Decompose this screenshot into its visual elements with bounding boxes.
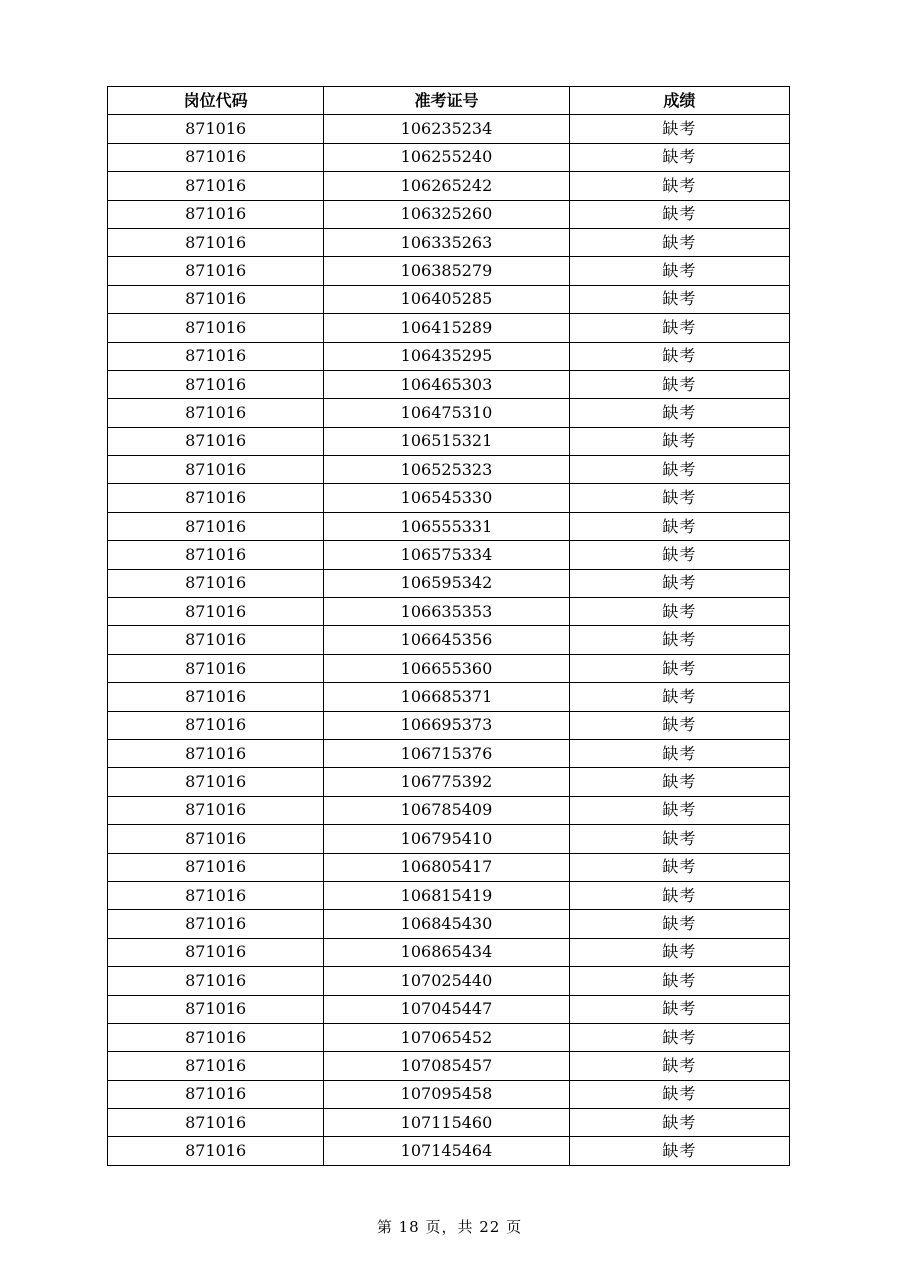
table-row [108, 1052, 790, 1080]
cell-post-code: 871016 [108, 825, 324, 853]
cell-score: 缺考 [569, 172, 789, 200]
cell-post-code: 871016 [108, 399, 324, 427]
table-row [108, 910, 790, 938]
table-row [108, 995, 790, 1023]
cell-ticket-number: 106845430 [324, 910, 569, 938]
table-row [108, 314, 790, 342]
cell-ticket-number: 106695373 [324, 711, 569, 739]
cell-post-code: 871016 [108, 711, 324, 739]
cell-post-code: 871016 [108, 1023, 324, 1051]
cell-ticket-number: 106435295 [324, 342, 569, 370]
cell-score: 缺考 [569, 342, 789, 370]
cell-post-code: 871016 [108, 285, 324, 313]
cell-ticket-number: 106255240 [324, 143, 569, 171]
table-row [108, 598, 790, 626]
table-row [108, 484, 790, 512]
header-ticket-number: 准考证号 [324, 87, 569, 115]
table-row [108, 654, 790, 682]
table-row [108, 569, 790, 597]
cell-score: 缺考 [569, 285, 789, 313]
cell-ticket-number: 106785409 [324, 796, 569, 824]
cell-score: 缺考 [569, 1109, 789, 1137]
cell-score: 缺考 [569, 314, 789, 342]
cell-post-code: 871016 [108, 512, 324, 540]
cell-ticket-number: 106265242 [324, 172, 569, 200]
cell-ticket-number: 106405285 [324, 285, 569, 313]
cell-ticket-number: 106465303 [324, 370, 569, 398]
cell-score: 缺考 [569, 796, 789, 824]
cell-ticket-number: 107095458 [324, 1080, 569, 1108]
table-row [108, 711, 790, 739]
cell-ticket-number: 106685371 [324, 683, 569, 711]
table-row [108, 1137, 790, 1165]
cell-post-code: 871016 [108, 881, 324, 909]
cell-post-code: 871016 [108, 683, 324, 711]
cell-score: 缺考 [569, 598, 789, 626]
cell-score: 缺考 [569, 768, 789, 796]
cell-post-code: 871016 [108, 910, 324, 938]
cell-post-code: 871016 [108, 967, 324, 995]
table-row [108, 456, 790, 484]
cell-post-code: 871016 [108, 598, 324, 626]
cell-ticket-number: 107085457 [324, 1052, 569, 1080]
cell-ticket-number: 107115460 [324, 1109, 569, 1137]
cell-ticket-number: 107065452 [324, 1023, 569, 1051]
cell-ticket-number: 106545330 [324, 484, 569, 512]
table-row [108, 938, 790, 966]
cell-ticket-number: 106795410 [324, 825, 569, 853]
table-row [108, 796, 790, 824]
header-post-code: 岗位代码 [108, 87, 324, 115]
cell-post-code: 871016 [108, 257, 324, 285]
cell-ticket-number: 106635353 [324, 598, 569, 626]
cell-post-code: 871016 [108, 115, 324, 143]
cell-ticket-number: 106805417 [324, 853, 569, 881]
cell-score: 缺考 [569, 541, 789, 569]
cell-post-code: 871016 [108, 200, 324, 228]
cell-post-code: 871016 [108, 626, 324, 654]
cell-ticket-number: 107025440 [324, 967, 569, 995]
cell-score: 缺考 [569, 654, 789, 682]
cell-score: 缺考 [569, 143, 789, 171]
table-row [108, 200, 790, 228]
cell-post-code: 871016 [108, 1109, 324, 1137]
table-row [108, 1023, 790, 1051]
cell-score: 缺考 [569, 427, 789, 455]
table-row [108, 853, 790, 881]
results-table [107, 86, 790, 1166]
cell-post-code: 871016 [108, 768, 324, 796]
cell-post-code: 871016 [108, 541, 324, 569]
cell-post-code: 871016 [108, 853, 324, 881]
cell-score: 缺考 [569, 711, 789, 739]
cell-post-code: 871016 [108, 995, 324, 1023]
table-row [108, 427, 790, 455]
cell-score: 缺考 [569, 1137, 789, 1165]
cell-score: 缺考 [569, 200, 789, 228]
cell-score: 缺考 [569, 881, 789, 909]
cell-score: 缺考 [569, 1052, 789, 1080]
cell-score: 缺考 [569, 995, 789, 1023]
cell-score: 缺考 [569, 967, 789, 995]
cell-ticket-number: 106325260 [324, 200, 569, 228]
cell-ticket-number: 106865434 [324, 938, 569, 966]
page-number-text: 第 18 页，共 22 页 [376, 1218, 523, 1236]
cell-ticket-number: 106475310 [324, 399, 569, 427]
cell-ticket-number: 106385279 [324, 257, 569, 285]
cell-post-code: 871016 [108, 1137, 324, 1165]
cell-post-code: 871016 [108, 796, 324, 824]
cell-score: 缺考 [569, 626, 789, 654]
table-row [108, 172, 790, 200]
cell-score: 缺考 [569, 739, 789, 767]
cell-post-code: 871016 [108, 228, 324, 256]
table-row [108, 115, 790, 143]
cell-post-code: 871016 [108, 314, 324, 342]
table-row [108, 967, 790, 995]
cell-post-code: 871016 [108, 569, 324, 597]
cell-ticket-number: 106525323 [324, 456, 569, 484]
table-row [108, 1109, 790, 1137]
table-row [108, 512, 790, 540]
cell-post-code: 871016 [108, 1080, 324, 1108]
header-score: 成绩 [569, 87, 789, 115]
table-row [108, 257, 790, 285]
cell-score: 缺考 [569, 115, 789, 143]
cell-ticket-number: 106555331 [324, 512, 569, 540]
cell-score: 缺考 [569, 825, 789, 853]
cell-score: 缺考 [569, 569, 789, 597]
cell-score: 缺考 [569, 1023, 789, 1051]
cell-post-code: 871016 [108, 484, 324, 512]
cell-score: 缺考 [569, 370, 789, 398]
cell-score: 缺考 [569, 683, 789, 711]
cell-ticket-number: 107045447 [324, 995, 569, 1023]
cell-ticket-number: 106515321 [324, 427, 569, 455]
cell-score: 缺考 [569, 228, 789, 256]
cell-post-code: 871016 [108, 342, 324, 370]
table-row [108, 285, 790, 313]
cell-post-code: 871016 [108, 739, 324, 767]
cell-ticket-number: 106815419 [324, 881, 569, 909]
cell-score: 缺考 [569, 512, 789, 540]
cell-ticket-number: 106645356 [324, 626, 569, 654]
table-row [108, 370, 790, 398]
cell-ticket-number: 106335263 [324, 228, 569, 256]
table-row [108, 825, 790, 853]
cell-post-code: 871016 [108, 938, 324, 966]
table-row [108, 399, 790, 427]
table-body [108, 115, 790, 1165]
cell-ticket-number: 107145464 [324, 1137, 569, 1165]
cell-post-code: 871016 [108, 456, 324, 484]
cell-score: 缺考 [569, 399, 789, 427]
cell-post-code: 871016 [108, 427, 324, 455]
cell-ticket-number: 106575334 [324, 541, 569, 569]
table-row [108, 541, 790, 569]
cell-ticket-number: 106595342 [324, 569, 569, 597]
cell-post-code: 871016 [108, 370, 324, 398]
table-row [108, 143, 790, 171]
cell-ticket-number: 106415289 [324, 314, 569, 342]
cell-score: 缺考 [569, 484, 789, 512]
cell-post-code: 871016 [108, 172, 324, 200]
table-row [108, 228, 790, 256]
cell-post-code: 871016 [108, 1052, 324, 1080]
cell-score: 缺考 [569, 853, 789, 881]
page-footer [0, 1216, 899, 1237]
cell-score: 缺考 [569, 257, 789, 285]
table-header-row [108, 87, 790, 115]
cell-ticket-number: 106715376 [324, 739, 569, 767]
table-row [108, 768, 790, 796]
cell-ticket-number: 106235234 [324, 115, 569, 143]
table-row [108, 1080, 790, 1108]
table-row [108, 881, 790, 909]
table-row [108, 342, 790, 370]
cell-post-code: 871016 [108, 654, 324, 682]
table-row [108, 739, 790, 767]
cell-score: 缺考 [569, 456, 789, 484]
table-row [108, 683, 790, 711]
cell-score: 缺考 [569, 910, 789, 938]
cell-score: 缺考 [569, 938, 789, 966]
cell-post-code: 871016 [108, 143, 324, 171]
table-row [108, 626, 790, 654]
cell-ticket-number: 106655360 [324, 654, 569, 682]
cell-ticket-number: 106775392 [324, 768, 569, 796]
cell-score: 缺考 [569, 1080, 789, 1108]
